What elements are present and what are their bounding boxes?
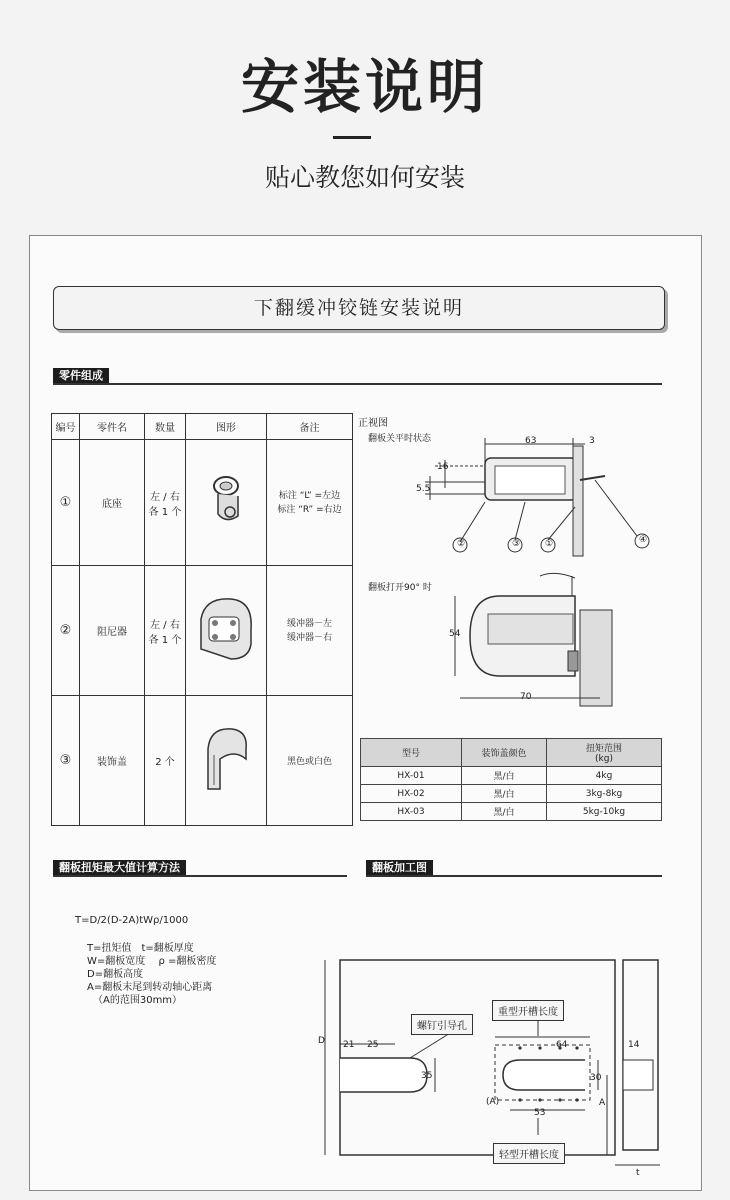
damper-part-icon (191, 589, 261, 669)
parts-section-rule (53, 383, 662, 385)
open-state-label: 翻板打开90° 时 (368, 583, 432, 593)
formula-legend-line: D=翻板高度 (87, 969, 144, 980)
note-line: 标注 “R” =右边 (277, 504, 342, 515)
formula-legend-line: （A的范围30mm） (93, 995, 183, 1006)
table-row (361, 785, 662, 803)
dim-A: A (599, 1098, 606, 1108)
base-part-icon (196, 466, 256, 536)
dim-35: 35 (421, 1071, 433, 1081)
formula-legend-line: W=翻板宽度 ρ =翻板密度 (87, 956, 217, 967)
formula-legend-line: T=扭矩值 t=翻板厚度 (87, 943, 194, 954)
row-qty (145, 696, 186, 826)
page-subtitle: 贴心教您如何安装 (264, 163, 465, 192)
dim-5-5: 5.5 (416, 484, 431, 494)
dim-54: 54 (449, 629, 461, 639)
col-header-shape: 图形 (186, 414, 267, 440)
torque-cell: 4kg (547, 767, 662, 785)
row-name: 阻尼器 (80, 566, 145, 696)
torque-cell: 5kg-10kg (547, 803, 662, 821)
machining-section-tag: 翻板加工图 (366, 860, 433, 875)
table-row (52, 440, 353, 566)
table-row (361, 767, 662, 785)
row-shape (186, 566, 267, 696)
dim-D: D (318, 1036, 325, 1046)
row-no: ③ (52, 696, 80, 826)
qty-line: 2 个 (155, 757, 175, 768)
row-no: ① (52, 440, 80, 566)
callout-2: ② (457, 539, 466, 549)
row-shape (186, 440, 267, 566)
model-table-header (361, 739, 662, 767)
table-row (361, 803, 662, 821)
heavy-slot-label: 重型开槽长度 (492, 1000, 564, 1021)
table-row (52, 566, 353, 696)
torque-header-unit: (kg) (595, 754, 613, 764)
machining-section-rule (366, 875, 662, 877)
front-view-title: 正视图 (358, 418, 388, 429)
dim-70: 70 (520, 692, 532, 702)
dim-63: 63 (525, 436, 537, 446)
torque-cell: 3kg-8kg (547, 785, 662, 803)
col-header-name: 零件名 (80, 414, 145, 440)
color-cell: 黑/白 (462, 767, 547, 785)
callout-3: ③ (512, 539, 521, 549)
row-name: 装饰盖 (80, 696, 145, 826)
dim-16: 16 (437, 462, 449, 472)
col-header-qty: 数量 (145, 414, 186, 440)
formula-legend-line: A=翻板末尾到转动轴心距离 (87, 982, 213, 993)
color-col-header: 装饰盖颜色 (462, 739, 547, 767)
dim-14: 14 (628, 1040, 640, 1050)
formula-section-rule (53, 875, 347, 877)
row-no: ② (52, 566, 80, 696)
note-line: 标注 “L” =左边 (278, 490, 341, 501)
row-note (267, 566, 353, 696)
parts-table-header (52, 414, 353, 440)
dim-25: 25 (367, 1040, 379, 1050)
dim-30: 30 (590, 1073, 602, 1083)
machining-diagram (315, 950, 670, 1170)
qty-line: 各 1 个 (148, 506, 182, 518)
dim-t: t (636, 1168, 640, 1178)
dim-53: 53 (534, 1108, 546, 1118)
parts-table (51, 413, 353, 826)
model-col-header: 型号 (361, 739, 462, 767)
qty-line: 左 / 右 (150, 619, 180, 631)
dim-64: 64 (556, 1040, 568, 1050)
dim-3: 3 (589, 436, 595, 446)
note-line: 缓冲器－右 (286, 632, 332, 643)
torque-formula: T=D/2(D-2A)tWρ/1000 (75, 915, 189, 926)
title-divider (333, 136, 371, 139)
col-header-note: 备注 (267, 414, 353, 440)
front-view-closed-diagram (355, 432, 665, 562)
row-qty (145, 440, 186, 566)
note-line: 缓冲器－左 (286, 618, 332, 629)
dim-21: 21 (343, 1040, 355, 1050)
callout-1: ① (545, 539, 554, 549)
parts-section-tag: 零件组成 (53, 368, 109, 383)
model-table (360, 738, 662, 821)
col-header-no: 编号 (52, 414, 80, 440)
row-shape (186, 696, 267, 826)
qty-line: 各 1 个 (148, 634, 182, 646)
color-cell: 黑/白 (462, 785, 547, 803)
page-title: 安装说明 (240, 53, 489, 121)
model-cell: HX-03 (361, 803, 462, 821)
dim-A-paren: (A) (486, 1097, 500, 1107)
torque-header-line: 扭矩范围 (585, 744, 622, 754)
table-row (52, 696, 353, 826)
light-slot-label: 轻型开槽长度 (493, 1143, 565, 1164)
callout-4: ④ (639, 535, 648, 545)
row-qty (145, 566, 186, 696)
row-note (267, 440, 353, 566)
sheet-banner-title: 下翻缓冲铰链安装说明 (53, 286, 665, 330)
color-cell: 黑/白 (462, 803, 547, 821)
model-cell: HX-02 (361, 785, 462, 803)
formula-section-tag: 翻板扭矩最大值计算方法 (53, 860, 186, 875)
row-note: 黑色或白色 (267, 696, 353, 826)
torque-col-header (547, 739, 662, 767)
closed-state-label: 翻板关平时状态 (368, 434, 432, 444)
cover-part-icon (196, 719, 256, 799)
model-cell: HX-01 (361, 767, 462, 785)
row-name: 底座 (80, 440, 145, 566)
screw-hole-label: 螺钉引导孔 (411, 1014, 473, 1035)
qty-line: 左 / 右 (150, 491, 180, 503)
